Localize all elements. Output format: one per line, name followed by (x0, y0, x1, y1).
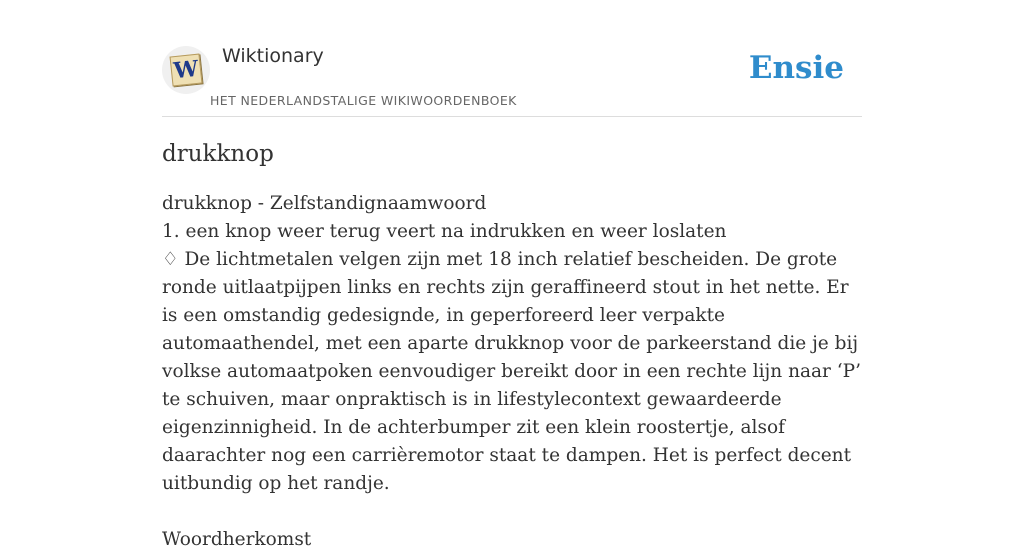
part-of-speech-line: drukknop - Zelfstandignaamwoord (162, 193, 487, 214)
dictionary-entry (162, 190, 868, 498)
definition-text: 1. een knop weer terug veert na indrukken en weer loslaten (162, 221, 727, 242)
wiktionary-logo-icon: W (170, 54, 203, 87)
wiktionary-logo[interactable] (162, 46, 210, 94)
page-title: drukknop (162, 141, 274, 167)
ensie-brand-link[interactable]: Ensie (748, 50, 844, 86)
article-content (162, 134, 868, 554)
etymology-heading: Woordherkomst (162, 529, 312, 550)
site-tagline: HET NEDERLANDSTALIGE WIKIWOORDENBOEK (210, 93, 517, 108)
site-header (162, 0, 862, 117)
site-name-link[interactable]: Wiktionary (222, 45, 324, 67)
example-text: ♢ De lichtmetalen velgen zijn met 18 inch relatief bescheiden. De grote ronde uitlaatpijpen links en rechts zijn geraffineerd stout in het nette. Er is een omstandig gedesignde, in geperforeerd leer verpakte automaathendel, met een aparte drukknop voor de parkeerstand die je bij volkse automaatpoken eenvoudiger bereikt door in een rechte lijn naar ‘P’ te schuiven, maar onpraktisch is in lifestylecontext gewaardeerde eigenzinnigheid. In de achterbumper zit een klein roostertje, alsof daarachter nog een carrièremotor staat te dampen. Het is perfect decent uitbundig op het randje. (162, 249, 861, 494)
